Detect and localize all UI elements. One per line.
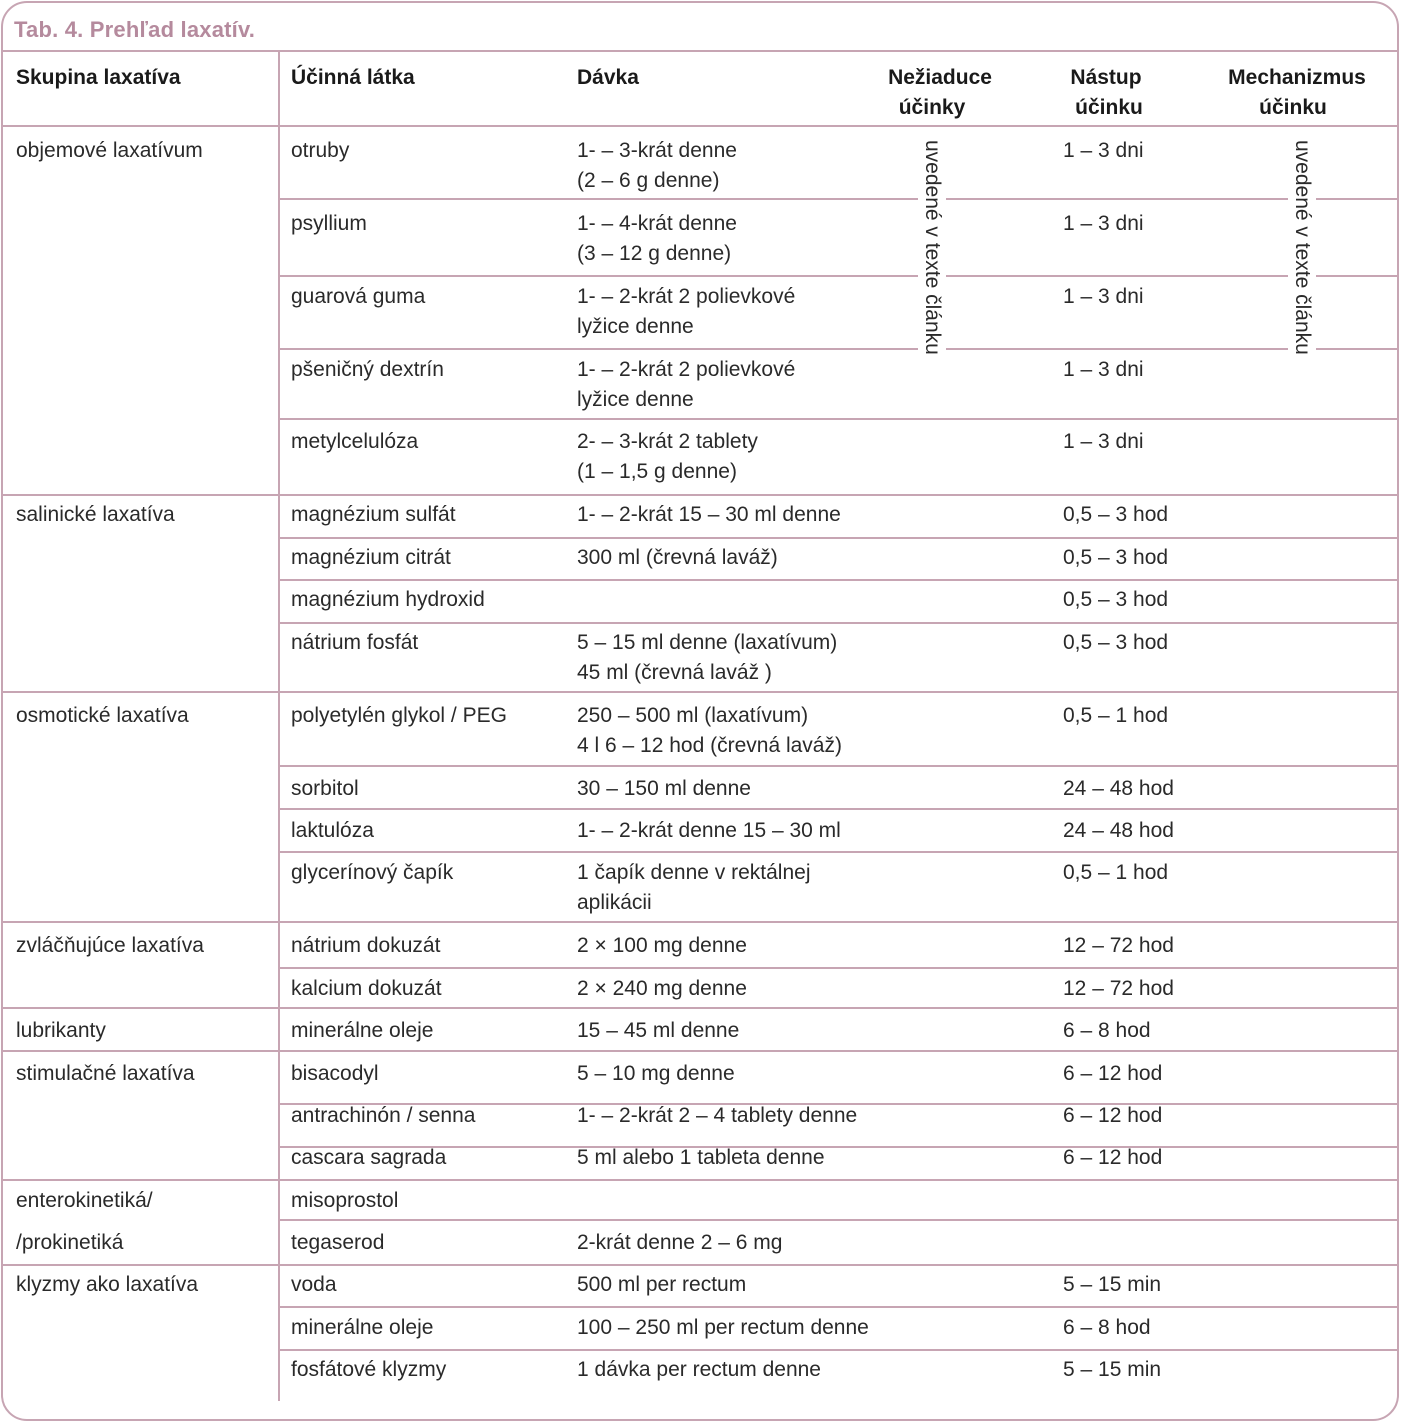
dose-cell: 1 čapík denne v rektálnej	[577, 861, 811, 884]
row-divider	[279, 537, 1399, 539]
substance-cell: polyetylén glykol / PEG	[291, 704, 507, 727]
group-divider	[3, 1179, 1399, 1181]
dose-cell: 5 – 15 ml denne (laxatívum)	[577, 631, 838, 654]
substance-cell: tegaserod	[291, 1231, 385, 1254]
substance-cell: sorbitol	[291, 777, 359, 800]
group-divider	[3, 494, 1399, 496]
substance-cell: kalcium dokuzát	[291, 977, 442, 1000]
onset-cell: 6 – 8 hod	[1063, 1316, 1151, 1339]
dose-cell: 1- – 2-krát denne 15 – 30 ml	[577, 819, 841, 842]
onset-cell: 0,5 – 1 hod	[1063, 704, 1169, 727]
substance-cell: minerálne oleje	[291, 1019, 434, 1042]
substance-cell: laktulóza	[291, 819, 374, 842]
onset-cell: 5 – 15 min	[1063, 1273, 1162, 1296]
group-label: salinické laxatíva	[16, 503, 175, 526]
dose-cell-line2: (2 – 6 g denne)	[577, 169, 720, 192]
dose-cell: 2 × 100 mg denne	[577, 934, 747, 957]
side-effects-note: uvedené v texte článku	[918, 140, 946, 355]
dose-cell: 250 – 500 ml (laxatívum)	[577, 704, 809, 727]
column-divider	[278, 51, 280, 1401]
header-dose: Dávka	[577, 66, 639, 89]
onset-cell: 0,5 – 1 hod	[1063, 861, 1169, 884]
onset-cell: 5 – 15 min	[1063, 1358, 1162, 1381]
dose-cell: 5 – 10 mg denne	[577, 1062, 735, 1085]
dose-cell-line2: 45 ml (črevná laváž )	[577, 661, 772, 684]
onset-cell: 1 – 3 dni	[1063, 358, 1144, 381]
dose-cell: 1 dávka per rectum denne	[577, 1358, 821, 1381]
row-divider	[279, 418, 1399, 420]
substance-cell: cascara sagrada	[291, 1146, 447, 1169]
group-label: zvláčňujúce laxatíva	[16, 934, 204, 957]
substance-cell: nátrium dokuzát	[291, 934, 441, 957]
onset-cell: 0,5 – 3 hod	[1063, 503, 1169, 526]
onset-cell: 0,5 – 3 hod	[1063, 546, 1169, 569]
substance-cell: voda	[291, 1273, 337, 1296]
group-label: /prokinetiká	[16, 1231, 124, 1254]
dose-cell: 1- – 3-krát denne	[577, 139, 737, 162]
row-divider	[279, 579, 1399, 581]
group-divider	[3, 1050, 1399, 1052]
substance-cell: bisacodyl	[291, 1062, 379, 1085]
onset-cell: 12 – 72 hod	[1063, 977, 1174, 1000]
dose-cell: 2 × 240 mg denne	[577, 977, 747, 1000]
onset-cell: 1 – 3 dni	[1063, 212, 1144, 235]
row-divider	[279, 622, 1399, 624]
group-label: stimulačné laxatíva	[16, 1062, 195, 1085]
group-divider	[3, 1264, 1399, 1266]
row-divider	[279, 967, 1399, 969]
onset-cell: 6 – 12 hod	[1063, 1104, 1163, 1127]
dose-cell: 1- – 2-krát 2 polievkové	[577, 285, 796, 308]
header-side-effects-2: účinky	[898, 96, 966, 119]
onset-cell: 0,5 – 3 hod	[1063, 588, 1169, 611]
onset-cell: 1 – 3 dni	[1063, 430, 1144, 453]
dose-cell: 300 ml (črevná laváž)	[577, 546, 778, 569]
header-substance: Účinná látka	[291, 66, 415, 89]
dose-cell: 1- – 4-krát denne	[577, 212, 737, 235]
row-divider	[279, 275, 1399, 277]
group-label: enterokinetiká/	[16, 1189, 153, 1212]
substance-cell: guarová guma	[291, 285, 426, 308]
dose-cell-line2: (1 – 1,5 g denne)	[577, 460, 737, 483]
group-divider	[3, 1007, 1399, 1009]
substance-cell: psyllium	[291, 212, 367, 235]
onset-cell: 6 – 12 hod	[1063, 1146, 1163, 1169]
dose-cell-line2: aplikácii	[577, 891, 652, 914]
row-divider	[279, 1306, 1399, 1308]
dose-cell: 2-krát denne 2 – 6 mg	[577, 1231, 783, 1254]
row-divider	[279, 198, 1399, 200]
header-onset-2: účinku	[1075, 96, 1143, 119]
dose-cell: 1- – 2-krát 15 – 30 ml denne	[577, 503, 841, 526]
dose-cell: 30 – 150 ml denne	[577, 777, 751, 800]
header-group: Skupina laxatíva	[16, 66, 181, 89]
mechanism-note: uvedené v texte článku	[1288, 140, 1316, 355]
row-divider	[279, 1349, 1399, 1351]
row-divider	[279, 765, 1399, 767]
row-divider	[279, 348, 1399, 350]
dose-cell: 1- – 2-krát 2 polievkové	[577, 358, 796, 381]
substance-cell: antrachinón / senna	[291, 1104, 476, 1127]
group-divider	[3, 691, 1399, 693]
substance-cell: fosfátové klyzmy	[291, 1358, 447, 1381]
dose-cell-line2: lyžice denne	[577, 315, 694, 338]
dose-cell: 5 ml alebo 1 tableta denne	[577, 1146, 825, 1169]
dose-cell: 1- – 2-krát 2 – 4 tablety denne	[577, 1104, 858, 1127]
substance-cell: misoprostol	[291, 1189, 399, 1212]
header-mechanism-1: Mechanizmus	[1228, 66, 1366, 89]
row-divider	[279, 1219, 1399, 1221]
dose-cell-line2: 4 l 6 – 12 hod (črevná laváž)	[577, 734, 842, 757]
header-side-effects-1: Nežiaduce	[888, 66, 992, 89]
substance-cell: magnézium hydroxid	[291, 588, 485, 611]
table-caption: Tab. 4. Prehľad laxatív.	[14, 17, 256, 42]
header-onset-1: Nástup	[1070, 66, 1142, 89]
substance-cell: glycerínový čapík	[291, 861, 454, 884]
dose-cell: 100 – 250 ml per rectum denne	[577, 1316, 869, 1339]
substance-cell: metylcelulóza	[291, 430, 419, 453]
caption-divider	[3, 50, 1399, 52]
dose-cell-line2: lyžice denne	[577, 388, 694, 411]
onset-cell: 0,5 – 3 hod	[1063, 631, 1169, 654]
onset-cell: 6 – 12 hod	[1063, 1062, 1163, 1085]
row-divider	[279, 1146, 1399, 1148]
dose-cell: 15 – 45 ml denne	[577, 1019, 740, 1042]
substance-cell: pšeničný dextrín	[291, 358, 444, 381]
group-label: objemové laxatívum	[16, 139, 203, 162]
substance-cell: magnézium sulfát	[291, 503, 456, 526]
onset-cell: 24 – 48 hod	[1063, 819, 1174, 842]
substance-cell: magnézium citrát	[291, 546, 451, 569]
group-label: osmotické laxatíva	[16, 704, 189, 727]
onset-cell: 6 – 8 hod	[1063, 1019, 1151, 1042]
header-divider	[3, 125, 1399, 127]
substance-cell: nátrium fosfát	[291, 631, 419, 654]
substance-cell: minerálne oleje	[291, 1316, 434, 1339]
onset-cell: 1 – 3 dni	[1063, 139, 1144, 162]
dose-cell: 2- – 3-krát 2 tablety	[577, 430, 758, 453]
substance-cell: otruby	[291, 139, 350, 162]
group-label: klyzmy ako laxatíva	[16, 1273, 199, 1296]
header-mechanism-2: účinku	[1259, 96, 1327, 119]
dose-cell: 500 ml per rectum	[577, 1273, 747, 1296]
row-divider	[279, 808, 1399, 810]
dose-cell-line2: (3 – 12 g denne)	[577, 242, 732, 265]
group-divider	[3, 921, 1399, 923]
group-label: lubrikanty	[16, 1019, 106, 1042]
onset-cell: 1 – 3 dni	[1063, 285, 1144, 308]
onset-cell: 12 – 72 hod	[1063, 934, 1174, 957]
row-divider	[279, 851, 1399, 853]
onset-cell: 24 – 48 hod	[1063, 777, 1174, 800]
